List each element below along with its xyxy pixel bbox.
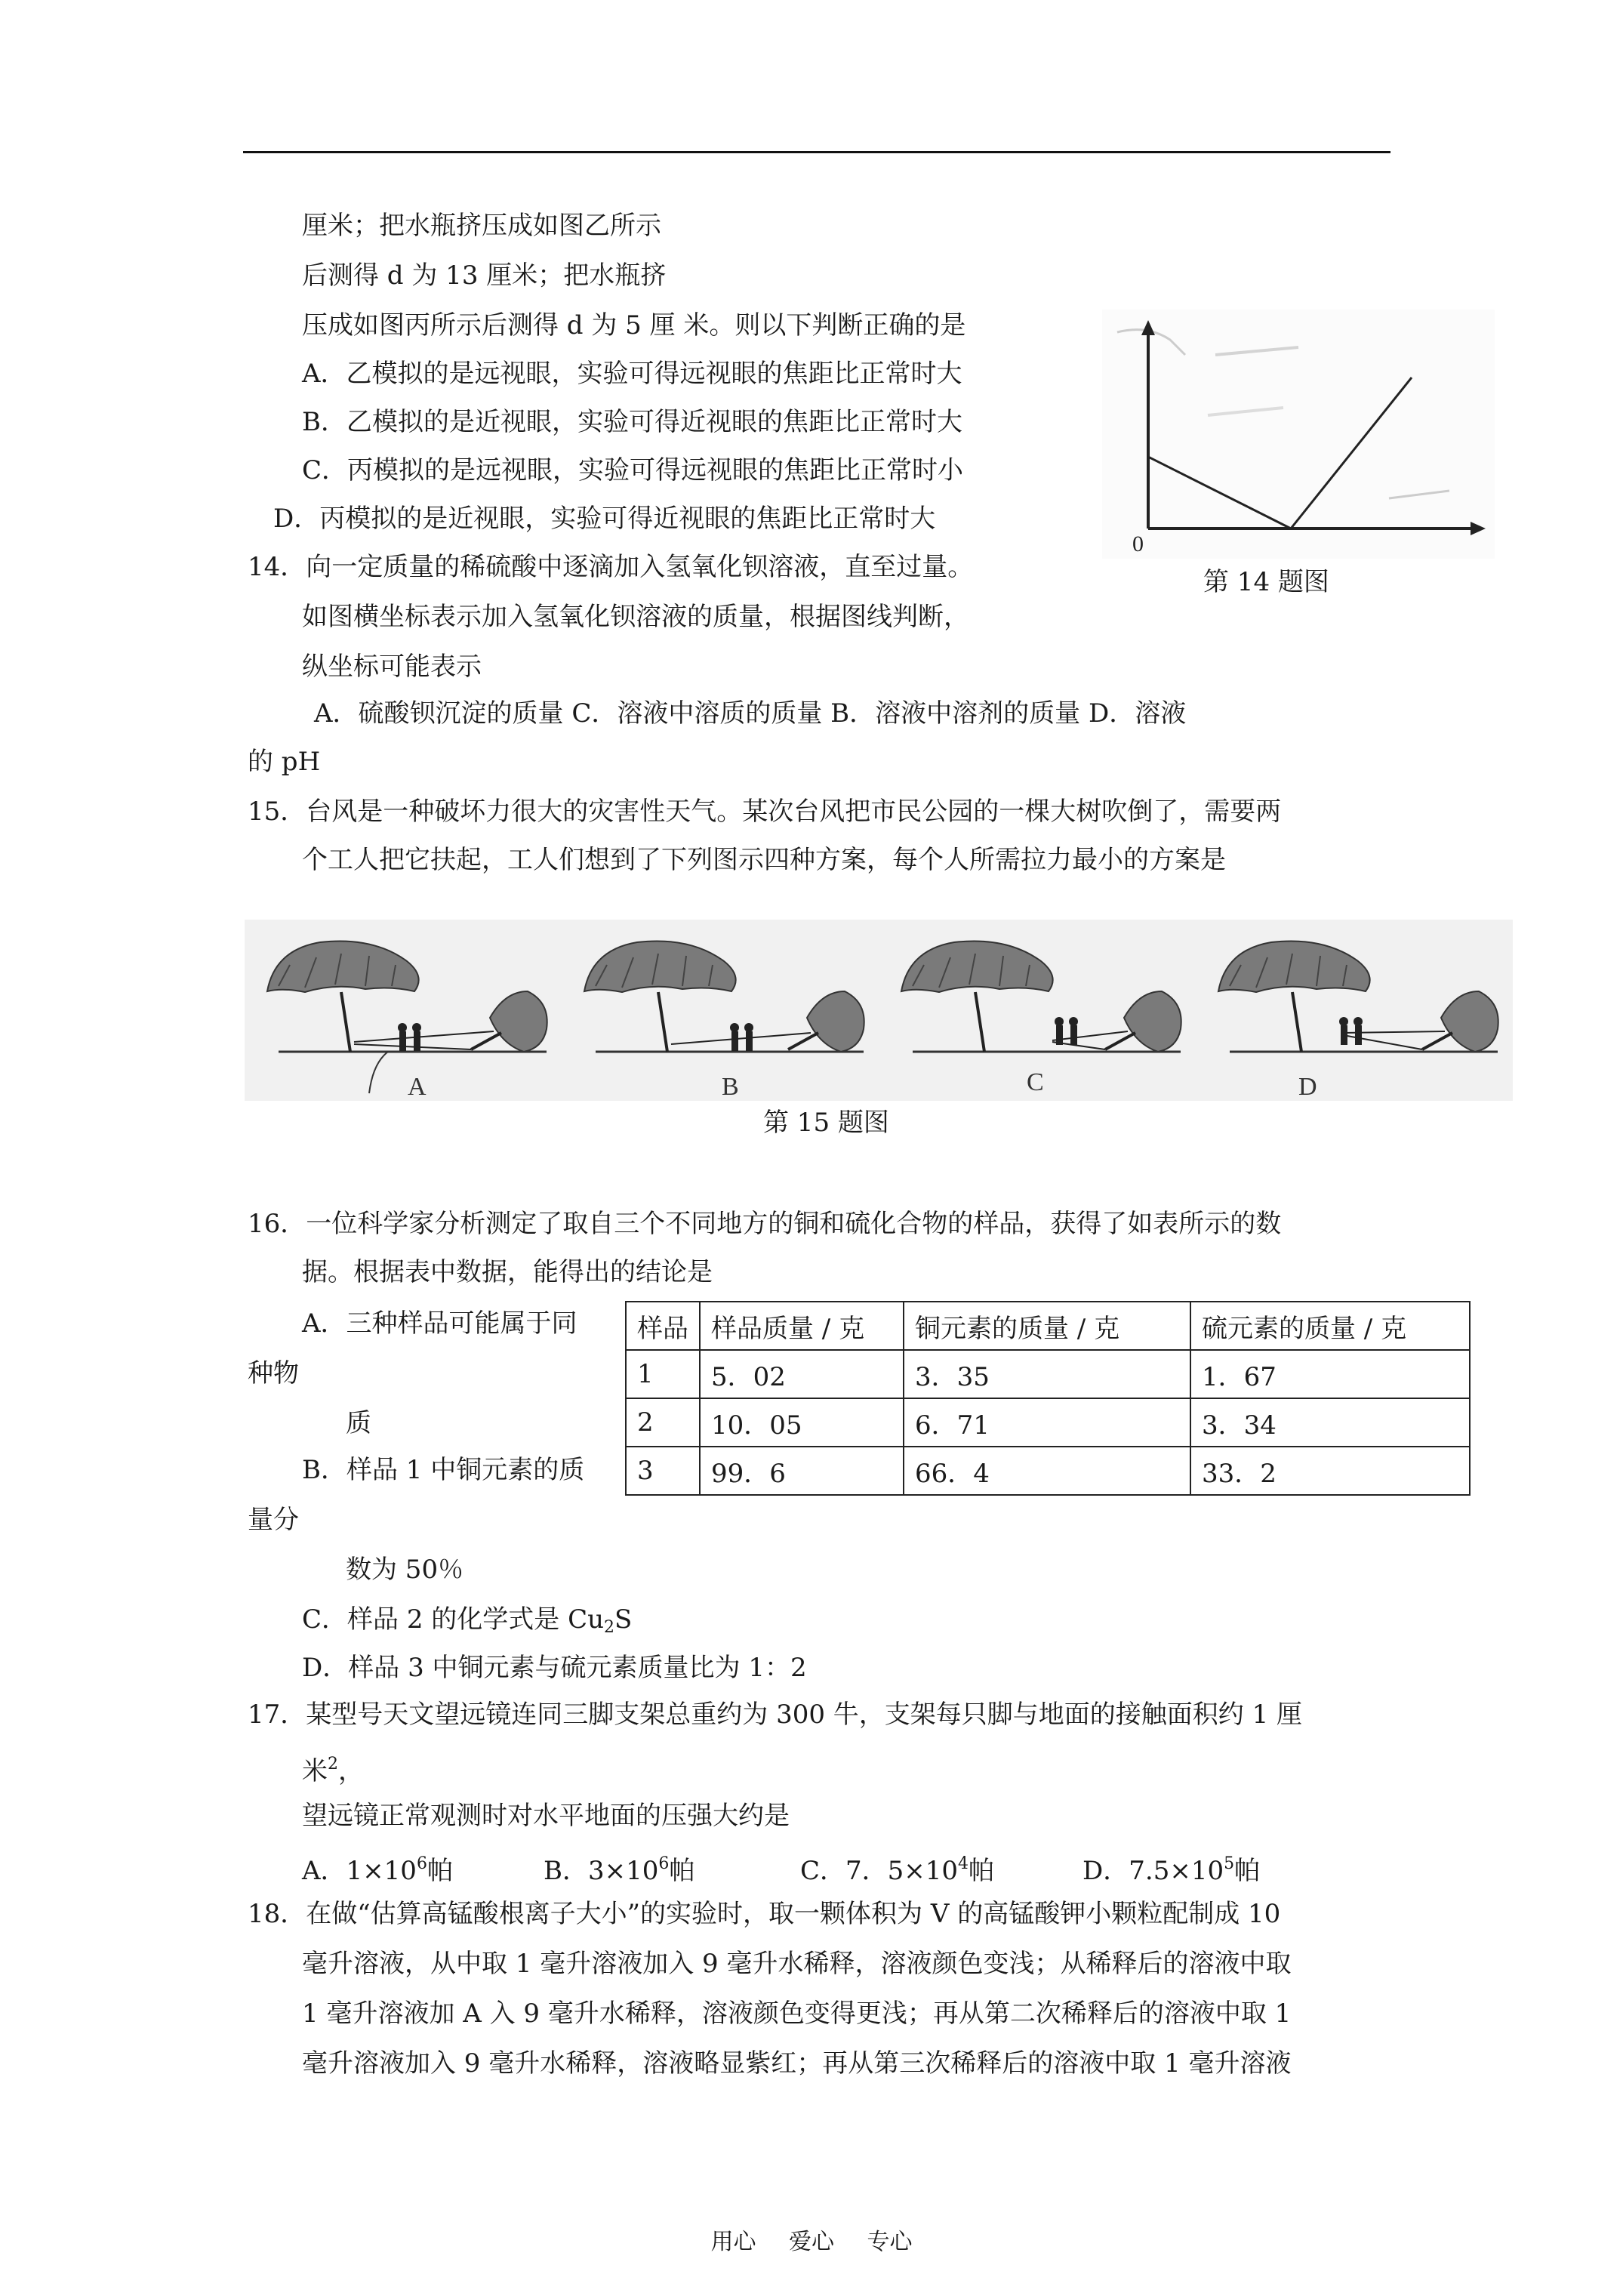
option-unit: 帕: [1234, 1856, 1261, 1886]
subscript: 2: [603, 1618, 614, 1637]
question-18: 18．在做“估算高锰酸根离子大小”的实验时，取一颗体积为 V 的高锰酸钾小颗粒配制成 10: [248, 1899, 1281, 1929]
table-cell: 5．02: [700, 1350, 904, 1398]
table-header: 样品质量 / 克: [700, 1302, 904, 1350]
table-header-row: [626, 1302, 1470, 1350]
table-cell: 66．4: [904, 1447, 1190, 1495]
question-17: 17．某型号天文望远镜连同三脚支架总重约为 300 牛，支架每只脚与地面的接触面积约 1 厘: [248, 1700, 1303, 1730]
figure-14-caption: 第 14 题图: [1203, 567, 1329, 597]
text-line: 望远镜正常观测时对水平地面的压强大约是: [302, 1801, 790, 1831]
text-line: 纵坐标可能表示: [302, 652, 482, 682]
option-c: C．丙模拟的是远视眼，实验可得远视眼的焦距比正常时小: [302, 455, 964, 485]
option-a: A．乙模拟的是远视眼，实验可得远视眼的焦距比正常时大: [302, 359, 962, 389]
punct: ，: [338, 1756, 364, 1786]
unit-text: 米: [302, 1756, 328, 1786]
superscript: 6: [658, 1854, 670, 1873]
q17-option-b: [544, 1848, 694, 1887]
option-text: A．1×10: [302, 1856, 417, 1886]
table-header: 硫元素的质量 / 克: [1190, 1302, 1470, 1350]
text-line: 压成如图丙所示后测得 d 为 5 厘 米。则以下判断正确的是: [302, 310, 966, 341]
option-d: D．丙模拟的是近视眼，实验可得近视眼的焦距比正常时大: [273, 504, 936, 534]
q14-options: A．硫酸钡沉淀的质量 C．溶液中溶质的质量 B．溶液中溶剂的质量 D．溶液: [314, 698, 1187, 729]
superscript: 6: [416, 1854, 427, 1873]
table-cell: 33．2: [1190, 1447, 1470, 1495]
option-unit: 帕: [669, 1856, 695, 1886]
table-cell: 2: [626, 1398, 700, 1447]
text-line: B．样品 1 中铜元素的质: [302, 1455, 585, 1485]
figure-15-caption: 第 15 题图: [763, 1108, 889, 1138]
table-row: [626, 1398, 1470, 1447]
origin-label: 0: [1132, 532, 1144, 556]
text-line: 数为 50％: [346, 1555, 464, 1585]
text-line: 据。根据表中数据，能得出的结论是: [302, 1257, 713, 1287]
text-line: D．样品 3 中铜元素与硫元素质量比为 1：2: [302, 1653, 807, 1683]
table-cell: 1: [626, 1350, 700, 1398]
table-header: 样品: [626, 1302, 700, 1350]
table-cell: 6．71: [904, 1398, 1190, 1447]
text-line: 个工人把它扶起，工人们想到了下列图示四种方案，每个人所需拉力最小的方案是: [302, 845, 1226, 875]
option-text: B．3×10: [544, 1856, 659, 1886]
option-label-b: B: [722, 1073, 739, 1101]
table-cell: 3: [626, 1447, 700, 1495]
text-line: 毫升溶液，从中取 1 毫升溶液加入 9 毫升水稀释，溶液颜色变浅；从稀释后的溶液中取: [302, 1949, 1292, 1979]
figure-15-strip: [245, 920, 1513, 1101]
text-line: 如图横坐标表示加入氢氧化钡溶液的质量，根据图线判断，: [302, 602, 969, 632]
option-unit: 帕: [969, 1856, 995, 1886]
formula-end: S: [614, 1604, 633, 1635]
table-cell: 1．67: [1190, 1350, 1470, 1398]
q17-option-d: [1083, 1848, 1260, 1887]
page-footer: 用心 爱心 专心: [710, 2229, 913, 2255]
superscript: 2: [328, 1755, 338, 1774]
superscript: 4: [958, 1854, 969, 1873]
table-row: [626, 1447, 1470, 1495]
text-line: A．三种样品可能属于同: [302, 1308, 577, 1339]
formula-text: C．样品 2 的化学式是 Cu: [302, 1604, 604, 1635]
text-line: 毫升溶液加入 9 毫升水稀释，溶液略显紫红；再从第三次稀释后的溶液中取 1 毫升溶液: [302, 2048, 1292, 2079]
text-line: 厘米；把水瓶挤压成如图乙所示: [302, 211, 661, 241]
data-table: [625, 1301, 1471, 1496]
question-14: 14．向一定质量的稀硫酸中逐滴加入氢氧化钡溶液，直至过量。: [248, 552, 974, 582]
question-16: 16．一位科学家分析测定了取自三个不同地方的铜和硫化合物的样品，获得了如表所示的数: [248, 1209, 1282, 1239]
option-label-c: C: [1027, 1068, 1044, 1096]
q17-option-a: [302, 1848, 453, 1887]
table-header: 铜元素的质量 / 克: [904, 1302, 1190, 1350]
table-cell: 3．35: [904, 1350, 1190, 1398]
superscript: 5: [1224, 1854, 1235, 1873]
text-line: 质: [346, 1408, 371, 1438]
table-cell: 10．05: [700, 1398, 904, 1447]
option-unit: 帕: [427, 1856, 453, 1886]
option-text: C．7．5×10: [800, 1856, 959, 1886]
option-label-d: D: [1298, 1073, 1317, 1101]
question-15: 15．台风是一种破坏力很大的灾害性天气。某次台风把市民公园的一棵大树吹倒了，需要两: [248, 797, 1282, 827]
option-label-a: A: [408, 1073, 427, 1101]
table-row: [626, 1350, 1470, 1398]
table-cell: 99．6: [700, 1447, 904, 1495]
text-line: 后测得 d 为 13 厘米；把水瓶挤: [302, 260, 667, 291]
text-line: [302, 1604, 632, 1644]
text-line: 的 pH: [248, 747, 321, 777]
text-line: 种物: [248, 1358, 299, 1388]
table-cell: 3．34: [1190, 1398, 1470, 1447]
text-line: 1 毫升溶液加 A 入 9 毫升水稀释，溶液颜色变得更浅；再从第二次稀释后的溶液中取 1: [302, 1999, 1292, 2029]
q17-option-c: [800, 1848, 994, 1887]
option-text: D．7.5×10: [1083, 1856, 1224, 1886]
text-line: [302, 1749, 364, 1787]
option-b: B．乙模拟的是近视眼，实验可得近视眼的焦距比正常时大: [302, 407, 962, 437]
header-rule: [243, 151, 1390, 153]
text-line: 量分: [248, 1505, 299, 1535]
figure-14-graph: [1102, 310, 1495, 559]
